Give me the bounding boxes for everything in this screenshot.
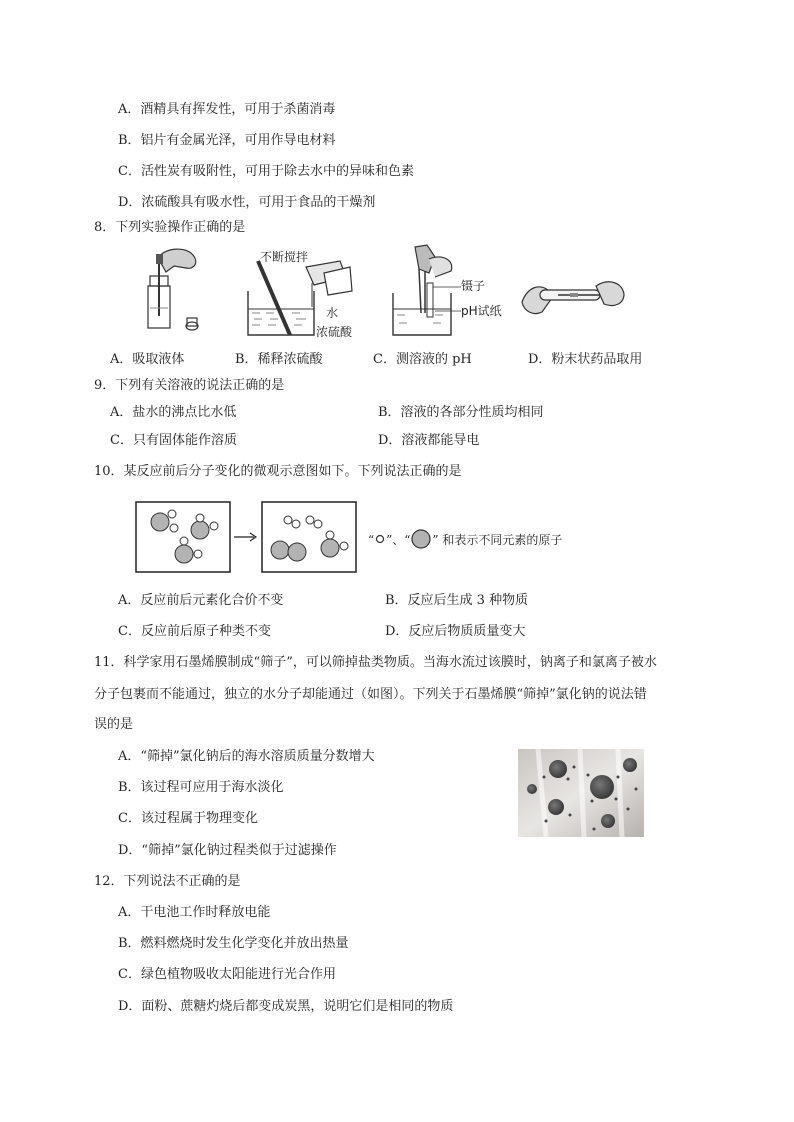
q7-option-d: D．浓硫酸具有吸水性，可用于食品的干燥剂	[118, 195, 376, 210]
ph-test-figure	[385, 243, 505, 339]
q12-option-d: D．面粉、蔗糖灼烧后都变成炭黑，说明它们是相同的物质	[118, 999, 454, 1014]
graphene-membrane-photo	[518, 749, 644, 837]
legend-open-quote: “	[368, 533, 375, 547]
q8-option-a: A．吸取液体	[110, 352, 185, 367]
q12-stem: 12．下列说法不正确的是	[94, 874, 241, 889]
large-atom-icon	[410, 528, 432, 550]
q10-option-c: C．反应前后原子种类不变	[118, 624, 271, 639]
q11-stem-line2: 分子包裹而不能通过，独立的水分子却能通过（如图）。下列关于石墨烯膜“筛掉”氯化钠的说法错	[94, 687, 647, 702]
q12-option-a: A．干电池工作时释放电能	[118, 905, 271, 920]
q9-option-c: C．只有固体能作溶质	[110, 433, 237, 448]
q10-stem: 10．某反应前后分子变化的微观示意图如下。下列说法正确的是	[94, 464, 462, 479]
q9-option-b: B．溶液的各部分性质均相同	[378, 405, 544, 420]
legend	[368, 528, 562, 550]
q11-stem-line3: 误的是	[94, 717, 134, 732]
q11-stem-line1: 11．科学家用石墨烯膜制成“筛子”，可以筛掉盐类物质。当海水流过该膜时，钠离子和氯离子被水	[94, 655, 657, 670]
small-atom-icon	[374, 533, 386, 545]
q9-stem: 9．下列有关溶液的说法正确的是	[94, 378, 285, 393]
q12-option-b: B．燃料燃烧时发生化学变化并放出热量	[118, 936, 349, 951]
q11-option-d: D．“筛掉”氯化钠过程类似于过滤操作	[118, 843, 337, 858]
powder-figure	[518, 268, 628, 328]
q11-option-c: C．该过程属于物理变化	[118, 811, 258, 826]
tweezers-label: 镊子	[461, 279, 486, 293]
q7-option-a: A．酒精具有挥发性，可用于杀菌消毒	[118, 102, 336, 117]
water-label: 水	[326, 306, 339, 320]
ph-paper-label: pH试纸	[461, 304, 502, 318]
dropper-figure	[130, 246, 210, 338]
q7-option-c: C．活性炭有吸附性，可用于除去水中的异味和色素	[118, 164, 414, 179]
q10-option-a: A．反应前后元素化合价不变	[118, 593, 284, 608]
q8-stem: 8．下列实验操作正确的是	[94, 220, 246, 235]
q9-option-d: D．溶液都能导电	[378, 433, 480, 448]
q10-option-d: D．反应后物质质量变大	[385, 624, 526, 639]
legend-text: ” 和表示不同元素的原子	[432, 533, 563, 547]
q8-option-b: B．稀释浓硫酸	[235, 352, 323, 367]
acid-label: 浓硫酸	[316, 325, 353, 339]
q9-option-a: A．盐水的沸点比水低	[110, 405, 237, 420]
stir-label: 不断搅拌	[260, 250, 309, 264]
q7-option-b: B．铝片有金属光泽，可用作导电材料	[118, 133, 336, 148]
after-box	[262, 502, 356, 572]
q8-option-d: D．粉末状药品取用	[528, 352, 643, 367]
q11-option-b: B．该过程可应用于海水淡化	[118, 780, 284, 795]
dilute-acid-figure	[240, 247, 370, 339]
legend-mid-quote: ”、“	[386, 533, 411, 547]
q10-option-b: B．反应后生成 3 种物质	[385, 593, 529, 608]
q11-option-a: A．“筛掉”氯化钠后的海水溶质质量分数增大	[118, 749, 375, 764]
q12-option-c: C．绿色植物吸收太阳能进行光合作用	[118, 967, 336, 982]
q8-option-c: C．测溶液的 pH	[373, 352, 472, 367]
